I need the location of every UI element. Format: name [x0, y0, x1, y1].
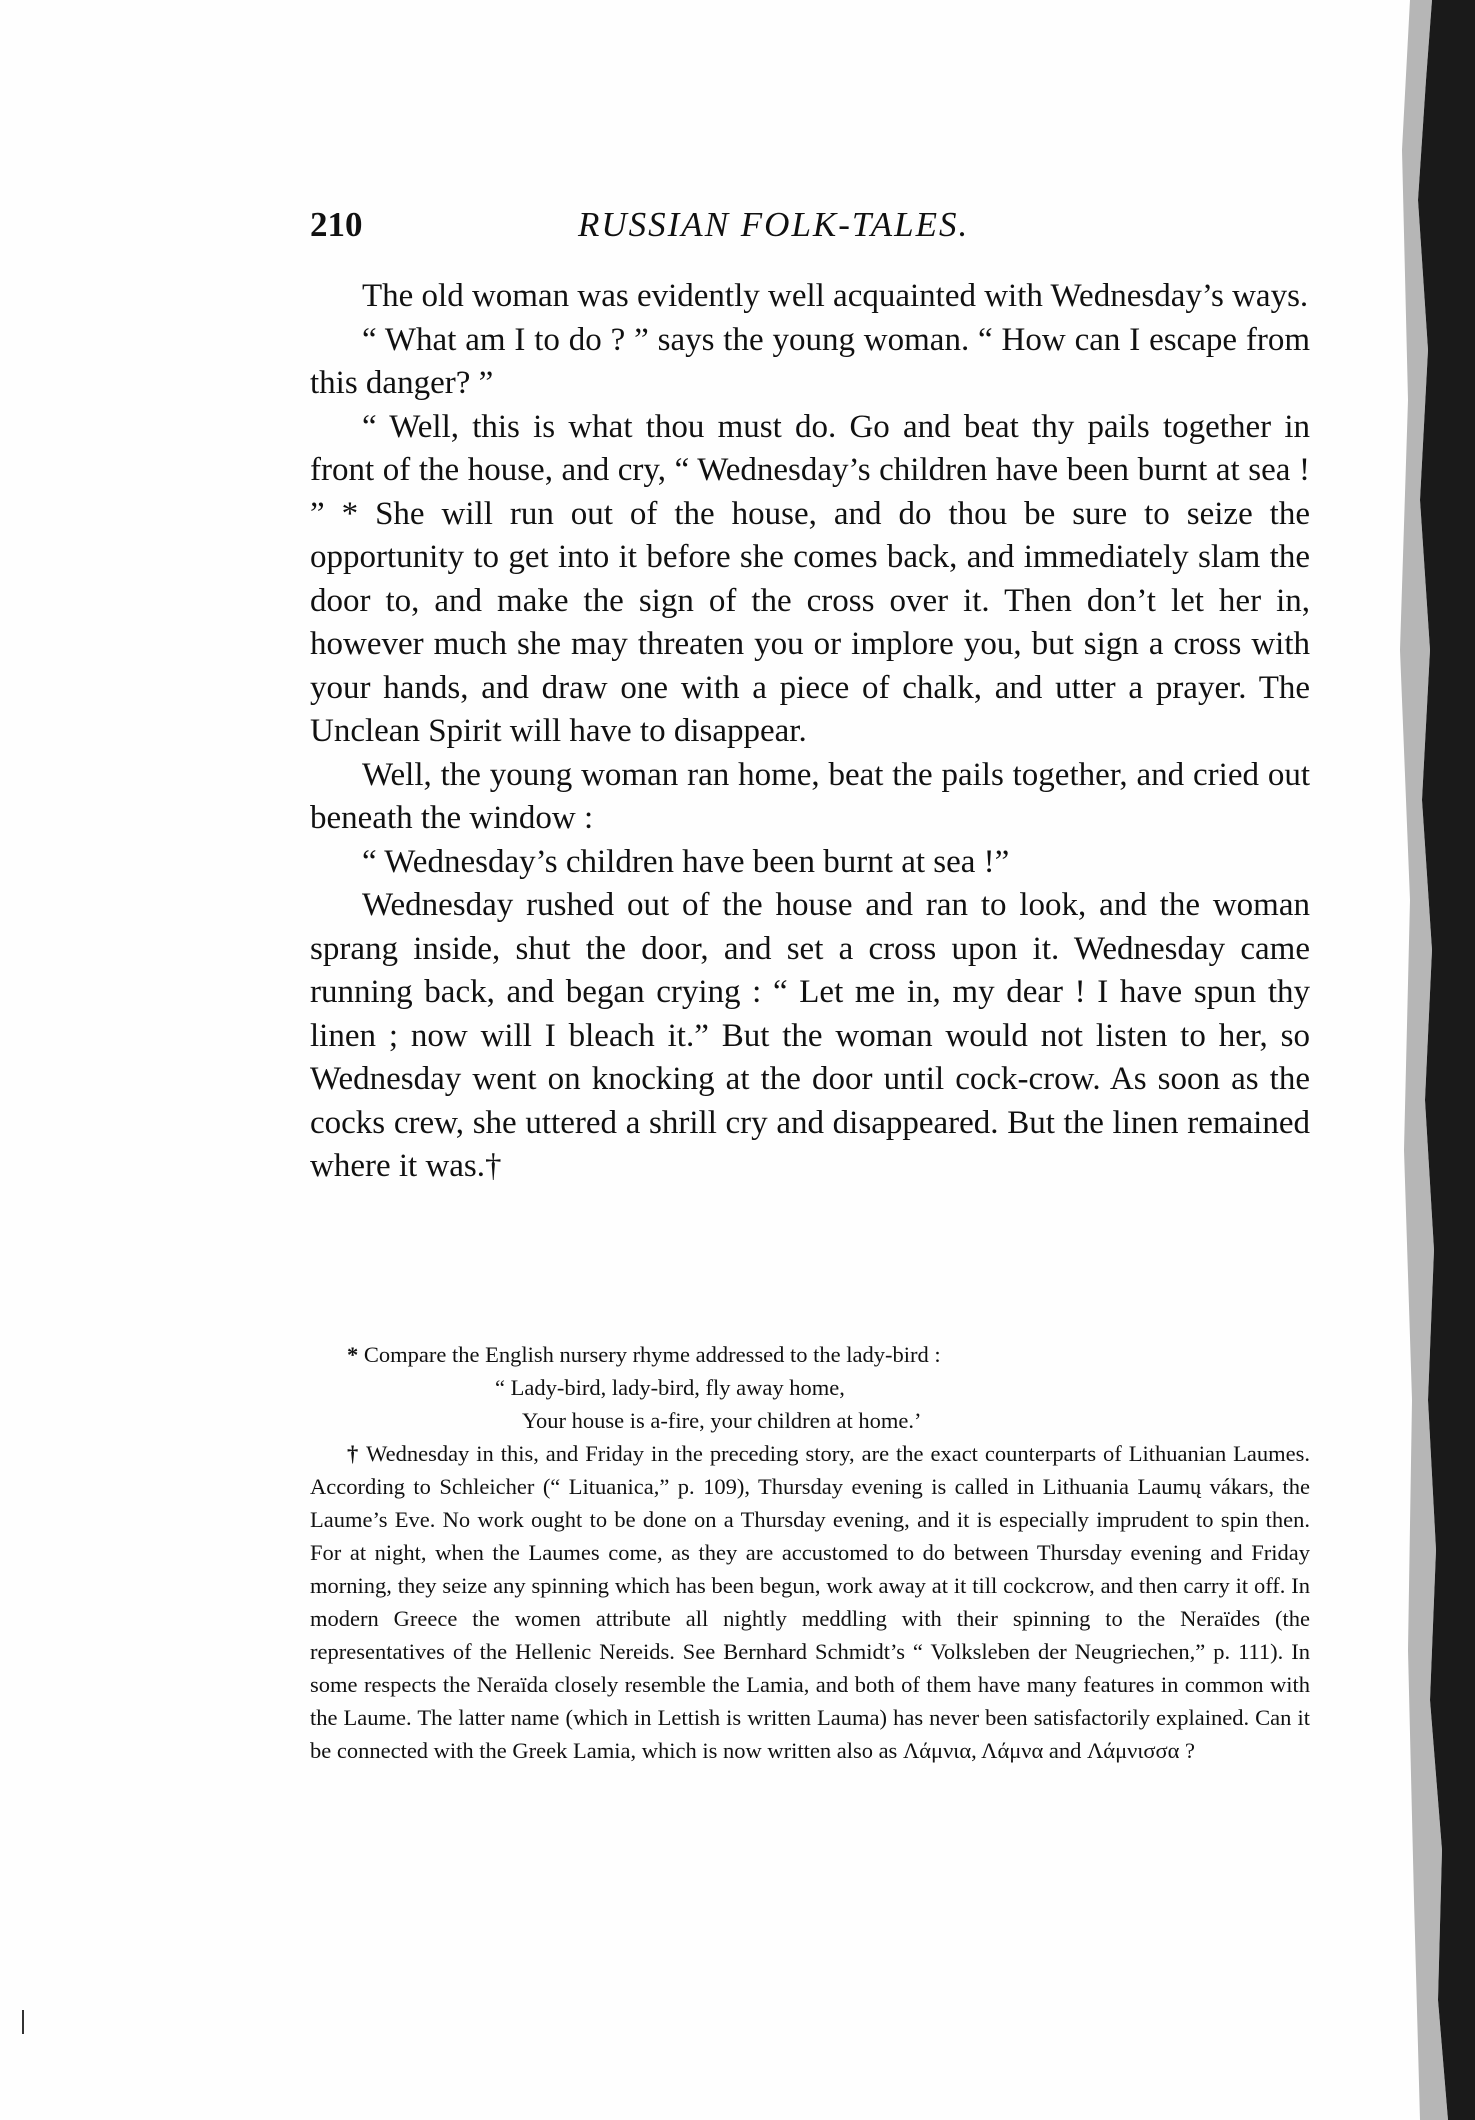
paragraph: Well, the young woman ran home, beat the pails together, and cried out beneath the window : — [310, 756, 1310, 836]
footnote-marker: † — [347, 1441, 360, 1466]
scanned-binding-edge — [1370, 0, 1475, 2120]
verse-line: “ Lady-bird, lady-bird, fly away home, — [495, 1375, 845, 1400]
paragraph: “ Wednesday’s children have been burnt at sea !” — [362, 843, 1010, 880]
paragraph: “ What am I to do ? ” says the young woman. “ How can I escape from this danger? ” — [310, 321, 1310, 401]
running-head: RUSSIAN FOLK-TALES. — [578, 205, 970, 244]
footnote-marker: * — [347, 1342, 359, 1367]
footnote-2 — [310, 1437, 1310, 1767]
verse-line: Your house is a-fire, your children at home.’ — [522, 1408, 922, 1433]
page-number: 210 — [310, 205, 363, 244]
paragraph: Wednesday rushed out of the house and ran to look, and the woman sprang inside, shut the door, and set a cross upon it. Wednesday came running back, and began crying : “ Let me in, my dear ! I have spun thy linen ; now will I bleach it.” But the woman would not listen to her, so Wednesday went on knocking at the door until cock-crow. As soon as the cocks crew, she uttered a shrill cry and disappeared. But the linen remained where it was.† — [310, 887, 1310, 1184]
footnote-text: Compare the English nursery rhyme addressed to the lady-bird : — [363, 1342, 941, 1367]
footnote-1 — [310, 1338, 1310, 1371]
margin-mark — [22, 2010, 24, 2034]
main-text — [310, 275, 1310, 1189]
footnotes — [310, 1338, 1310, 1767]
footnote-text: Wednesday in this, and Friday in the preceding story, are the exact counterparts of Lithuanian Laumes. According to Schleicher (“ Lituanica,” p. 109), Thursday evening is called in Lithuania Laumų vákars, the Laume’s Eve. No work ought to be done on a Thursday evening, and it is especially imprudent to spin then. For at night, when the Laumes come, as they are accustomed to do between Thursday evening and Friday morning, they seize any spinning which has been begun, work away at it till cockcrow, and then carry it off. In modern Greece the women attribute all nightly meddling with their spinning to the Neraïdes (the representatives of the Hellenic Nereids. See Bernhard Schmidt’s “ Volksleben der Neugriechen,” p. 111). In some respects the Neraïda closely resemble the Lamia, and both of them have many features in common with the Laume. The latter name (which in Lettish is written Lauma) has never been satisfactorily explained. Can it be connected with the Greek Lamia, which is now written also as Λάμνια, Λάμνα and Λάμνισσα ? — [310, 1441, 1311, 1763]
page-header — [310, 205, 1310, 255]
paragraph: The old woman was evidently well acquainted with Wednesday’s ways. — [362, 278, 1309, 314]
paragraph: “ Well, this is what thou must do. Go and beat thy pails together in front of the house, and cry, “ Wednesday’s children have been burnt at sea ! ” * She will run out of the house, and do thou be sure to seize the opportunity to get into it before she comes back, and immediately slam the door to, and make the sign of the cross over it. Then don’t let her in, however much she may threaten you or implore you, but sign a cross with your hands, and draw one with a piece of chalk, and utter a prayer. The Unclean Spirit will have to disappear. — [310, 408, 1310, 749]
